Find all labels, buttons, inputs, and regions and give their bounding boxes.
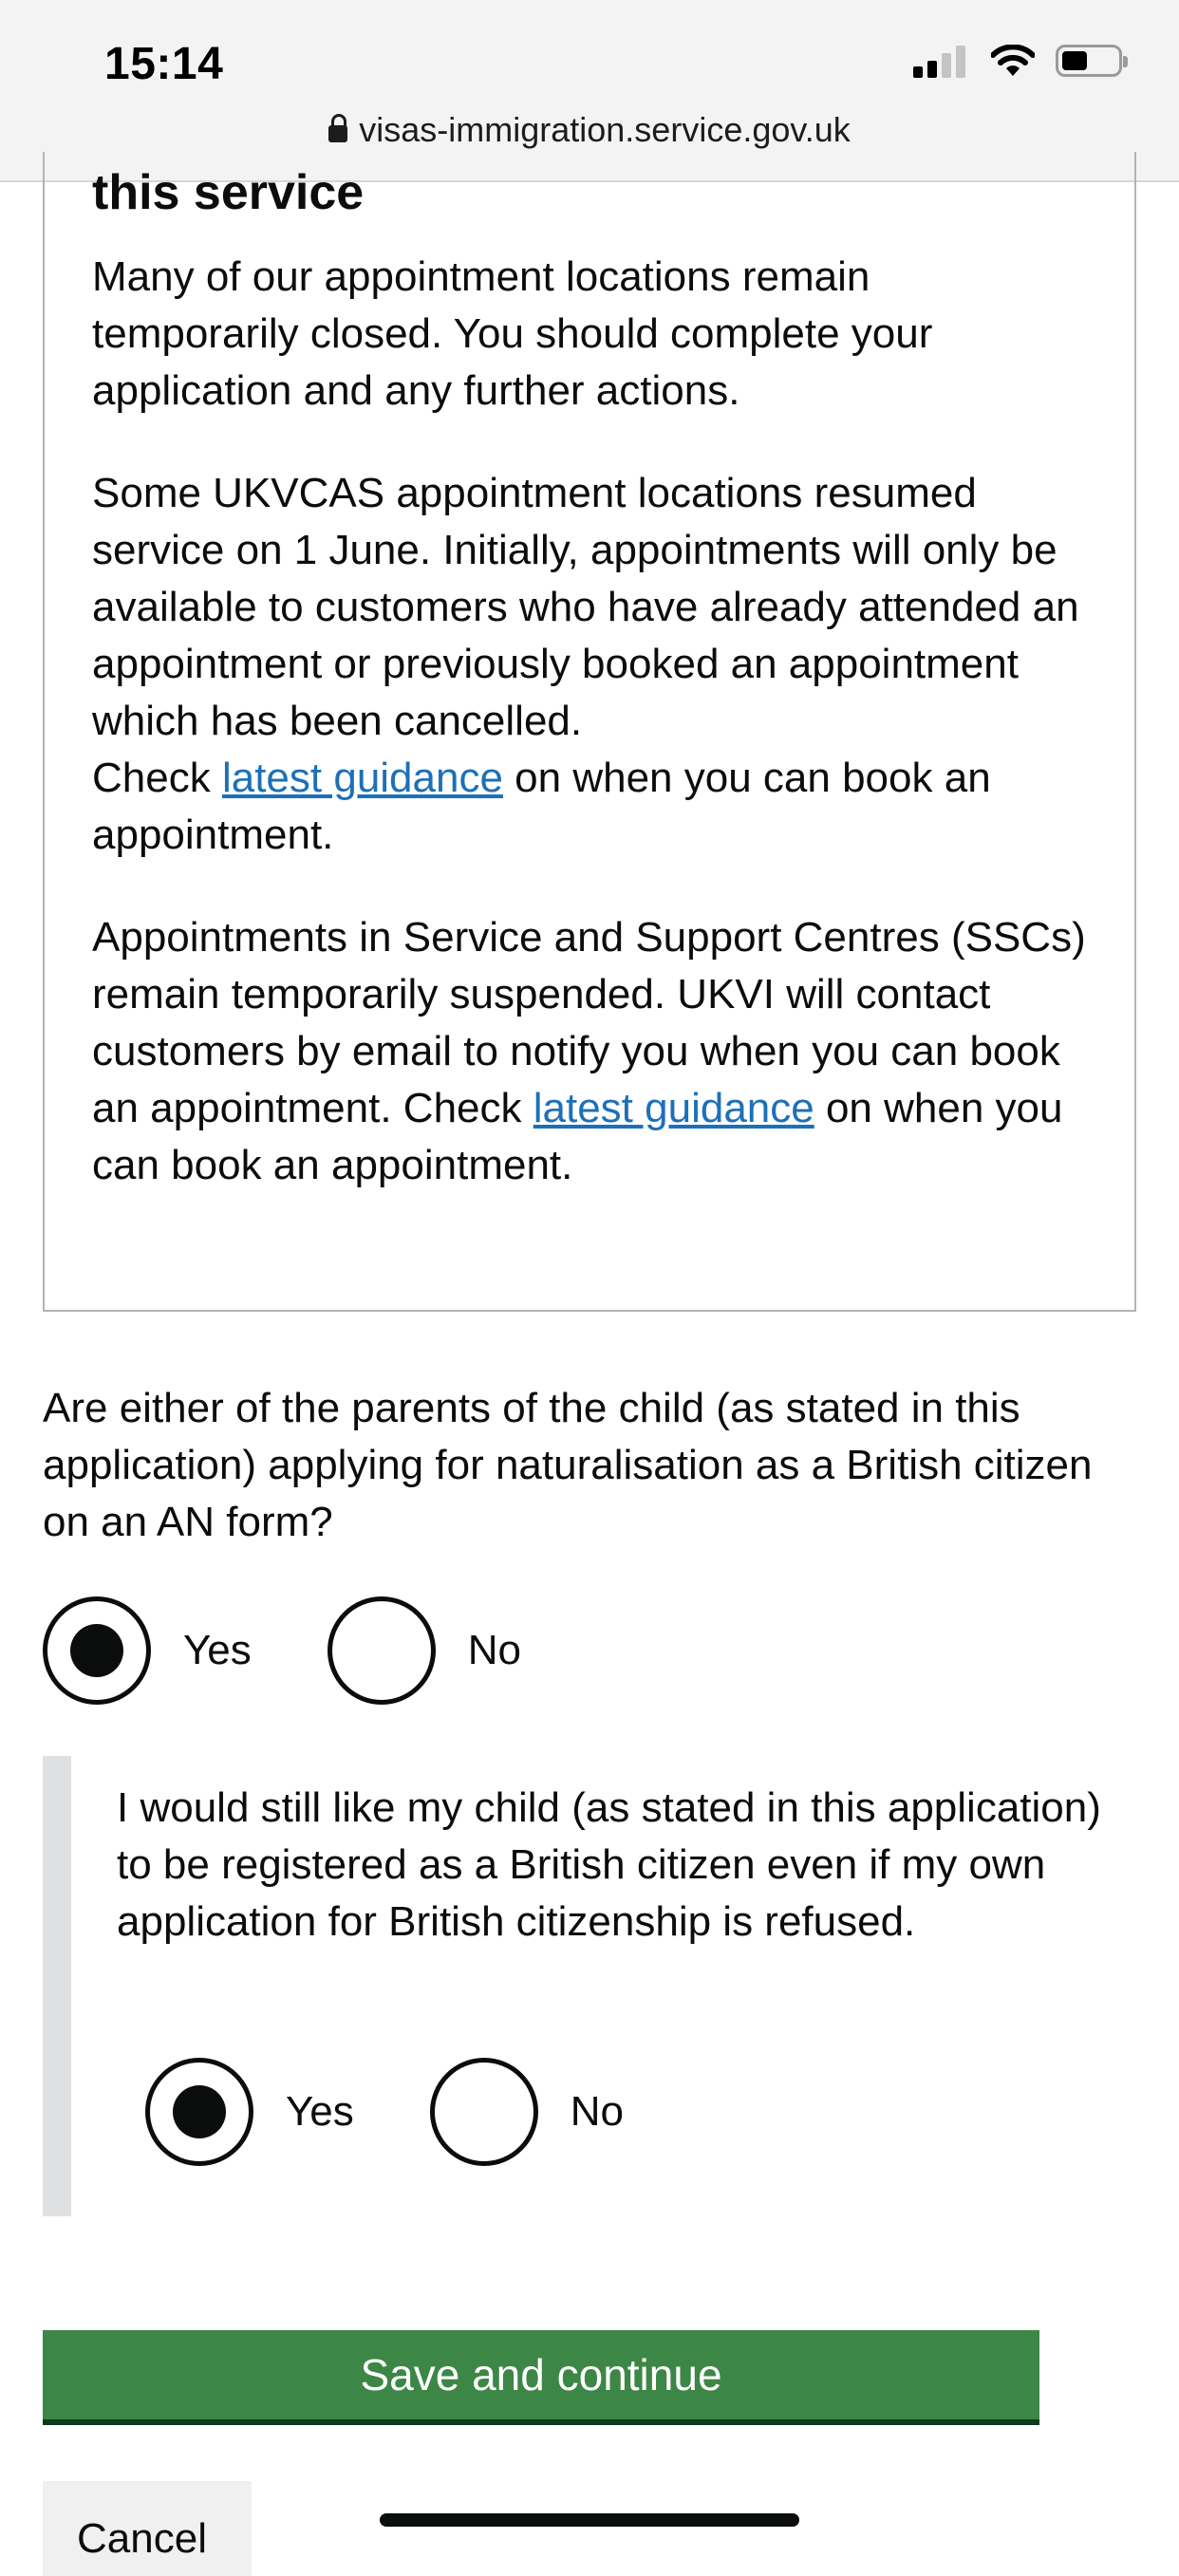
inset-notice bbox=[43, 152, 1136, 1312]
notice-paragraph-2-check: Check bbox=[92, 755, 222, 802]
latest-guidance-link-1[interactable]: latest guidance bbox=[221, 755, 503, 802]
radio-label-yes[interactable]: Yes bbox=[183, 1627, 252, 1673]
register-child-question: I would still like my child (as stated in this application) to be registered as a British citizen even if my own application for British citizenship is refused. bbox=[117, 1784, 1101, 1945]
notice-paragraph-2-text: Some UKVCAS appointment locations resumed service on 1 June. Initially, appointments will only be available to customers who have already attended an appointment or previously booked an appointment which has been cancelled. bbox=[92, 470, 1079, 745]
radio-button-yes[interactable] bbox=[145, 2058, 253, 2166]
radio-label-no[interactable]: No bbox=[467, 1627, 522, 1673]
notice-heading: this service bbox=[92, 165, 365, 220]
radio-option-no[interactable] bbox=[328, 1596, 521, 1705]
radio-button-yes[interactable] bbox=[43, 1596, 151, 1705]
url-text: visas-immigration.service.gov.uk bbox=[359, 110, 851, 149]
radio-option-yes[interactable] bbox=[145, 2058, 354, 2166]
lock-icon bbox=[328, 125, 347, 142]
status-icons bbox=[913, 44, 1122, 78]
wifi-icon bbox=[991, 45, 1035, 77]
cancel-button[interactable]: Cancel bbox=[43, 2481, 252, 2576]
register-child-radios bbox=[145, 2058, 700, 2166]
battery-icon bbox=[1056, 45, 1122, 77]
notice-paragraph-2 bbox=[92, 465, 1087, 864]
cellular-signal-icon bbox=[913, 44, 970, 78]
notice-paragraph-3-after: on when you can book an appointment. bbox=[92, 1085, 1063, 1189]
latest-guidance-link-2[interactable]: latest guidance bbox=[533, 1085, 814, 1132]
notice-paragraph-3-text: Appointments in Service and Support Centres (SSCs) remain temporarily suspended. UKVI will contact customers by email to notify you when you can book an appointment. Check bbox=[92, 914, 1086, 1132]
radio-label-yes[interactable]: Yes bbox=[286, 2088, 354, 2135]
radio-label-no[interactable]: No bbox=[570, 2088, 625, 2135]
notice-paragraph-3 bbox=[92, 909, 1087, 1194]
url-bar[interactable] bbox=[0, 110, 1179, 150]
radio-option-yes[interactable] bbox=[43, 1596, 252, 1705]
parents-naturalisation-radios bbox=[43, 1596, 597, 1705]
notice-paragraph-2-after: on when you can book an appointment. bbox=[92, 755, 991, 859]
radio-button-no[interactable] bbox=[430, 2058, 538, 2166]
radio-button-no[interactable] bbox=[328, 1596, 436, 1705]
radio-option-no[interactable] bbox=[430, 2058, 624, 2166]
status-time: 15:14 bbox=[104, 39, 224, 89]
parents-naturalisation-question: Are either of the parents of the child (as stated in this application) applying for naturalisation as a British citizen on an AN form? bbox=[43, 1385, 1093, 1545]
home-indicator bbox=[380, 2513, 799, 2527]
conditional-reveal bbox=[43, 1756, 1115, 2216]
save-and-continue-button[interactable]: Save and continue bbox=[43, 2330, 1039, 2425]
notice-paragraph-1: Many of our appointment locations remain temporarily closed. You should complete your application and any further actions. bbox=[92, 253, 933, 415]
